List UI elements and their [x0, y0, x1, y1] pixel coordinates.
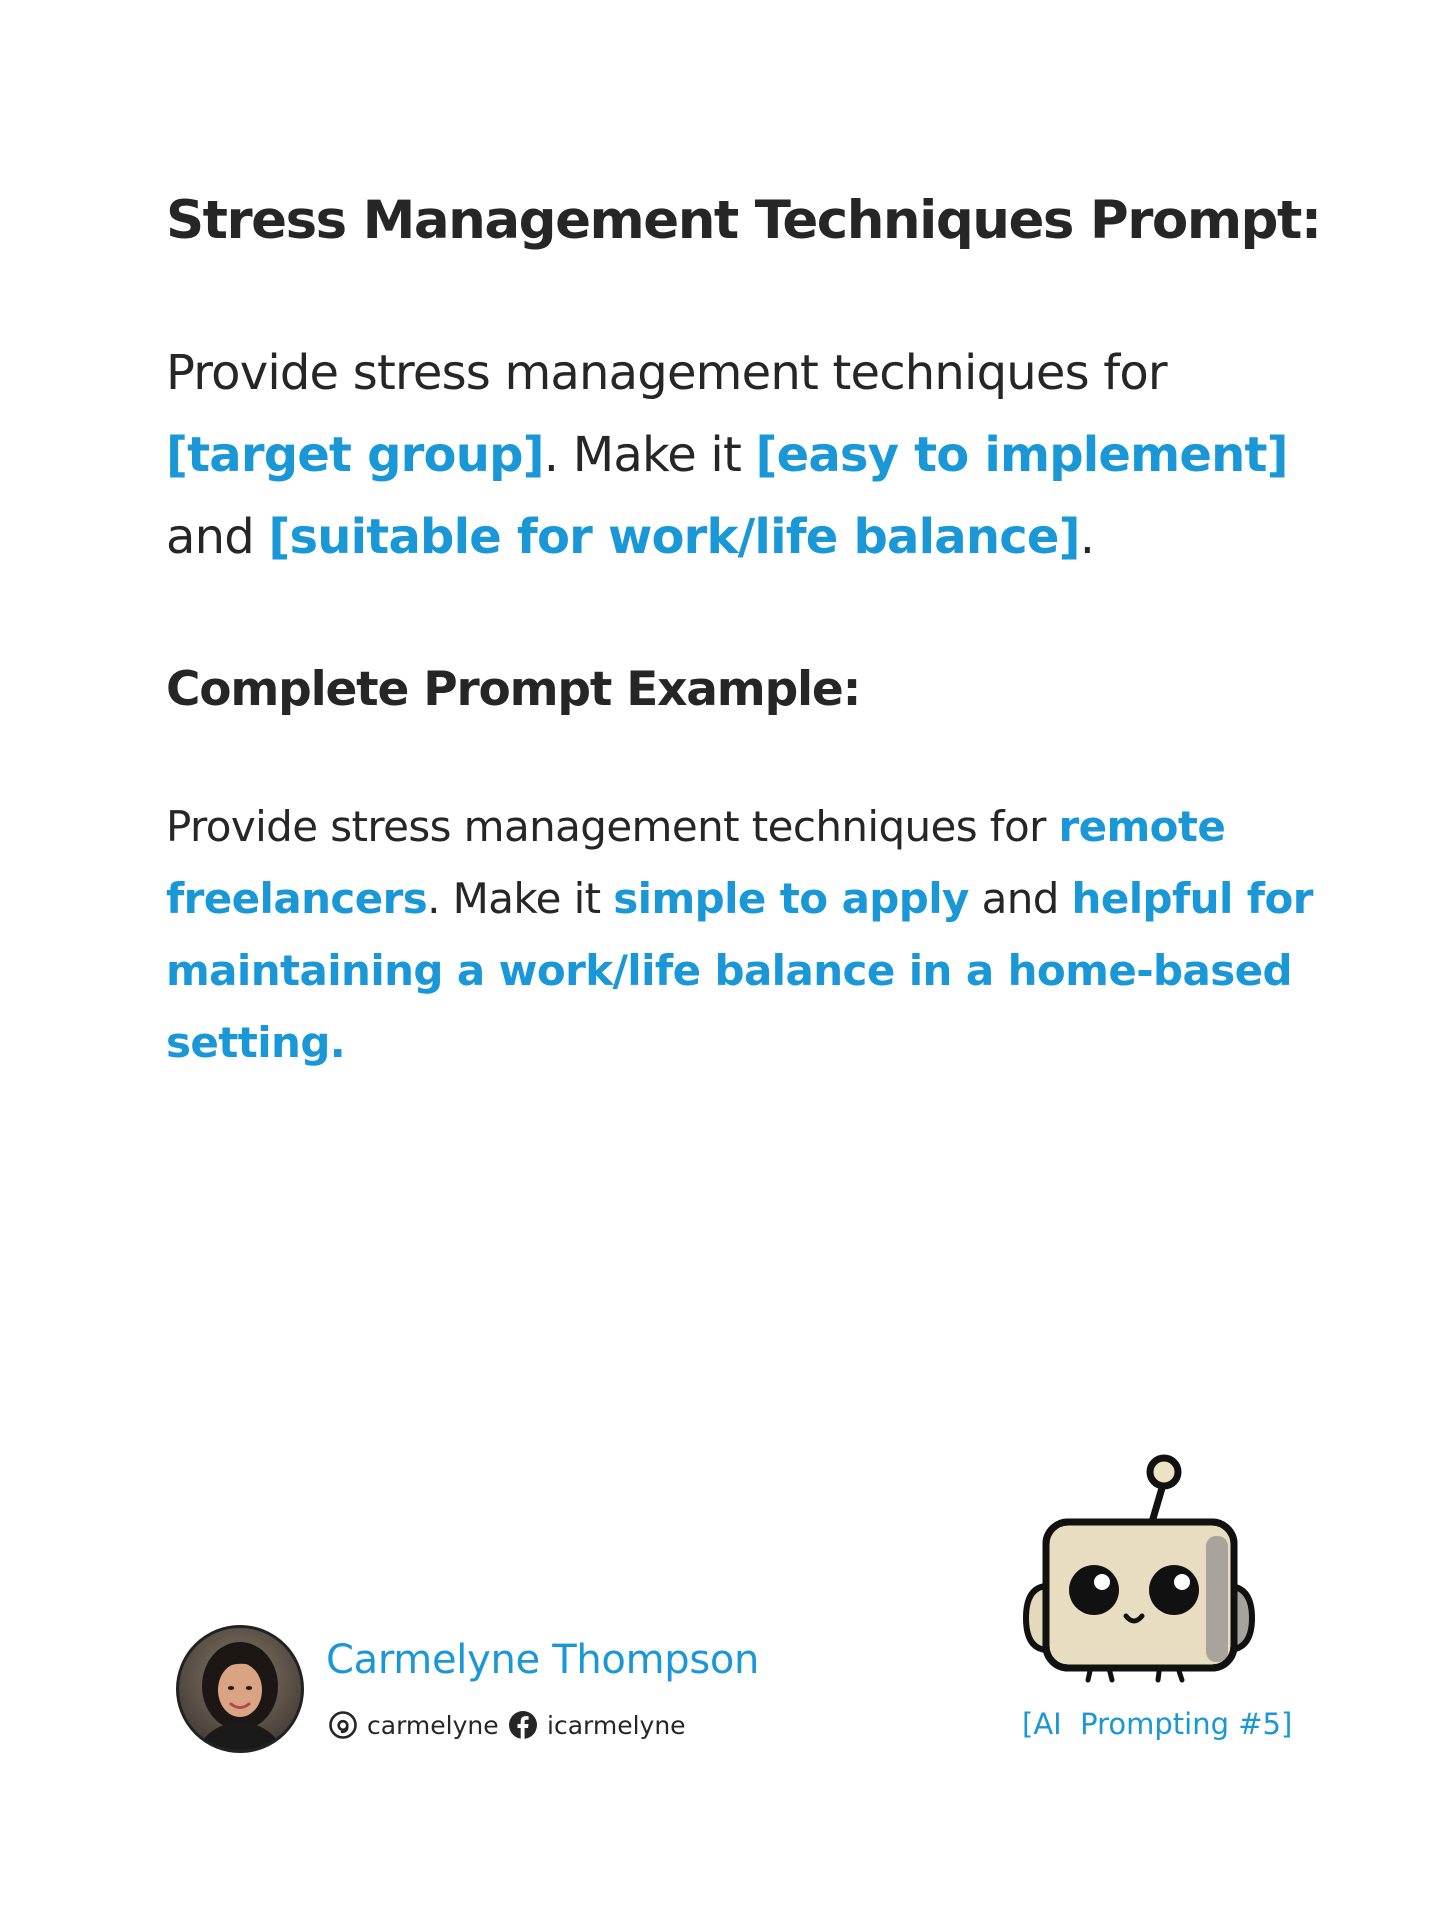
- prompt-example: [166, 791, 1313, 1079]
- example-line: [166, 1007, 1296, 1079]
- template-text: . Make it: [543, 427, 756, 483]
- example-highlight: remote: [1058, 802, 1226, 851]
- placeholder-work-life-balance: [suitable for work/life balance]: [268, 509, 1080, 565]
- example-heading: Complete Prompt Example:: [166, 662, 861, 717]
- template-text: Provide stress management techniques for: [166, 345, 1167, 401]
- template-text: and: [166, 509, 269, 565]
- threads-icon: [328, 1710, 358, 1740]
- placeholder-target-group: [target group]: [166, 427, 544, 483]
- example-text: Provide stress management techniques for: [166, 802, 1059, 851]
- template-line: [166, 496, 1296, 578]
- avatar: [176, 1625, 304, 1753]
- threads-handle: carmelyne: [367, 1710, 499, 1740]
- example-text: and: [968, 874, 1072, 923]
- robot-mascot-icon: [1010, 1440, 1270, 1700]
- facebook-icon: [508, 1710, 538, 1740]
- facebook-link[interactable]: [508, 1708, 686, 1742]
- example-highlight: simple to apply: [613, 874, 969, 923]
- example-highlight: freelancers: [166, 874, 428, 923]
- example-text: . Make it: [427, 874, 614, 923]
- template-text: .: [1079, 509, 1095, 565]
- threads-link[interactable]: [328, 1708, 499, 1742]
- avatar-portrait: [179, 1628, 301, 1750]
- example-line: [166, 935, 1296, 1007]
- example-highlight: helpful for: [1071, 874, 1313, 923]
- template-line: [166, 414, 1296, 496]
- example-line: [166, 863, 1313, 935]
- example-line: [166, 791, 1296, 863]
- author-name: Carmelyne Thompson: [326, 1637, 760, 1683]
- page-title: Stress Management Techniques Prompt:: [166, 190, 1321, 251]
- template-line: [166, 332, 1296, 414]
- example-highlight: maintaining a work/life balance in a home-based: [166, 946, 1293, 995]
- example-highlight: setting.: [166, 1018, 346, 1067]
- series-tag: [AI Prompting #5]: [1022, 1707, 1293, 1741]
- placeholder-easy-to-implement: [easy to implement]: [755, 427, 1288, 483]
- prompt-template: [166, 332, 1296, 578]
- facebook-handle: icarmelyne: [547, 1710, 686, 1740]
